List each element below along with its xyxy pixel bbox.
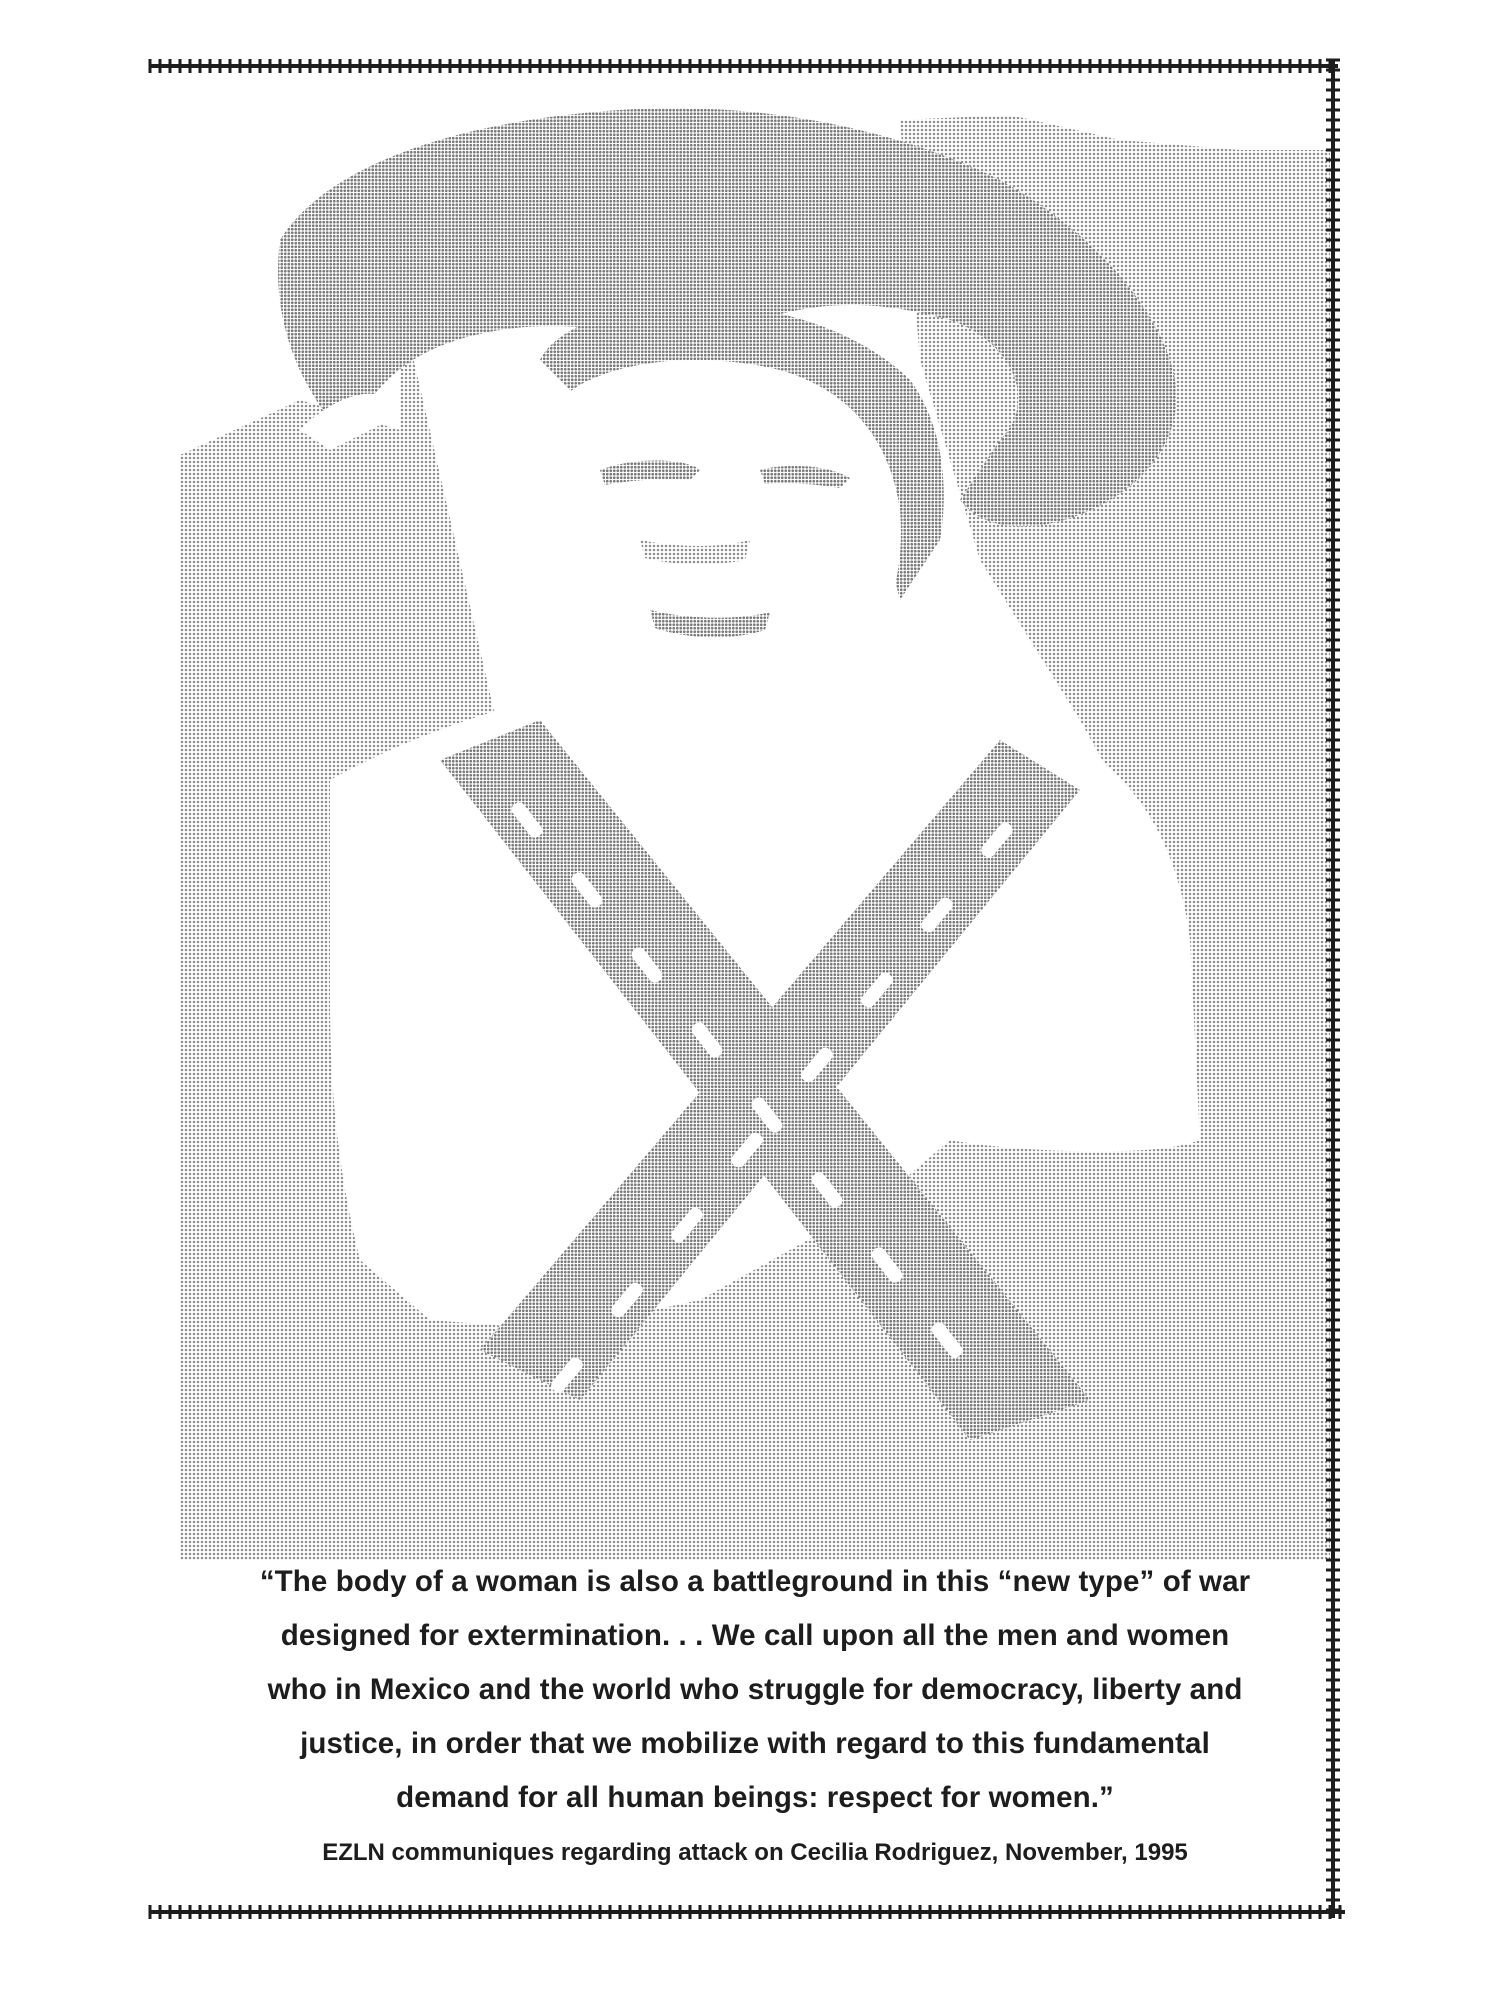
quote-line: designed for extermination. . . We call upon all the men and women [280,1619,1230,1652]
border-top [150,59,1338,73]
quote-text [205,1555,1305,1825]
quote-line: justice, in order that we mobilize with regard to this fundamental [300,1727,1210,1760]
quote-line: demand for all human beings: respect for women.” [396,1781,1114,1814]
border-right [1326,60,1340,1918]
quote-line: “The body of a woman is also a battleground in this “new type” of war [259,1565,1251,1598]
quote-line: who in Mexico and the world who struggle for democracy, liberty and [267,1673,1243,1706]
border-bottom [150,1905,1345,1919]
attribution-text: EZLN communiques regarding attack on Cecilia Rodriguez, November, 1995 [322,1839,1188,1866]
